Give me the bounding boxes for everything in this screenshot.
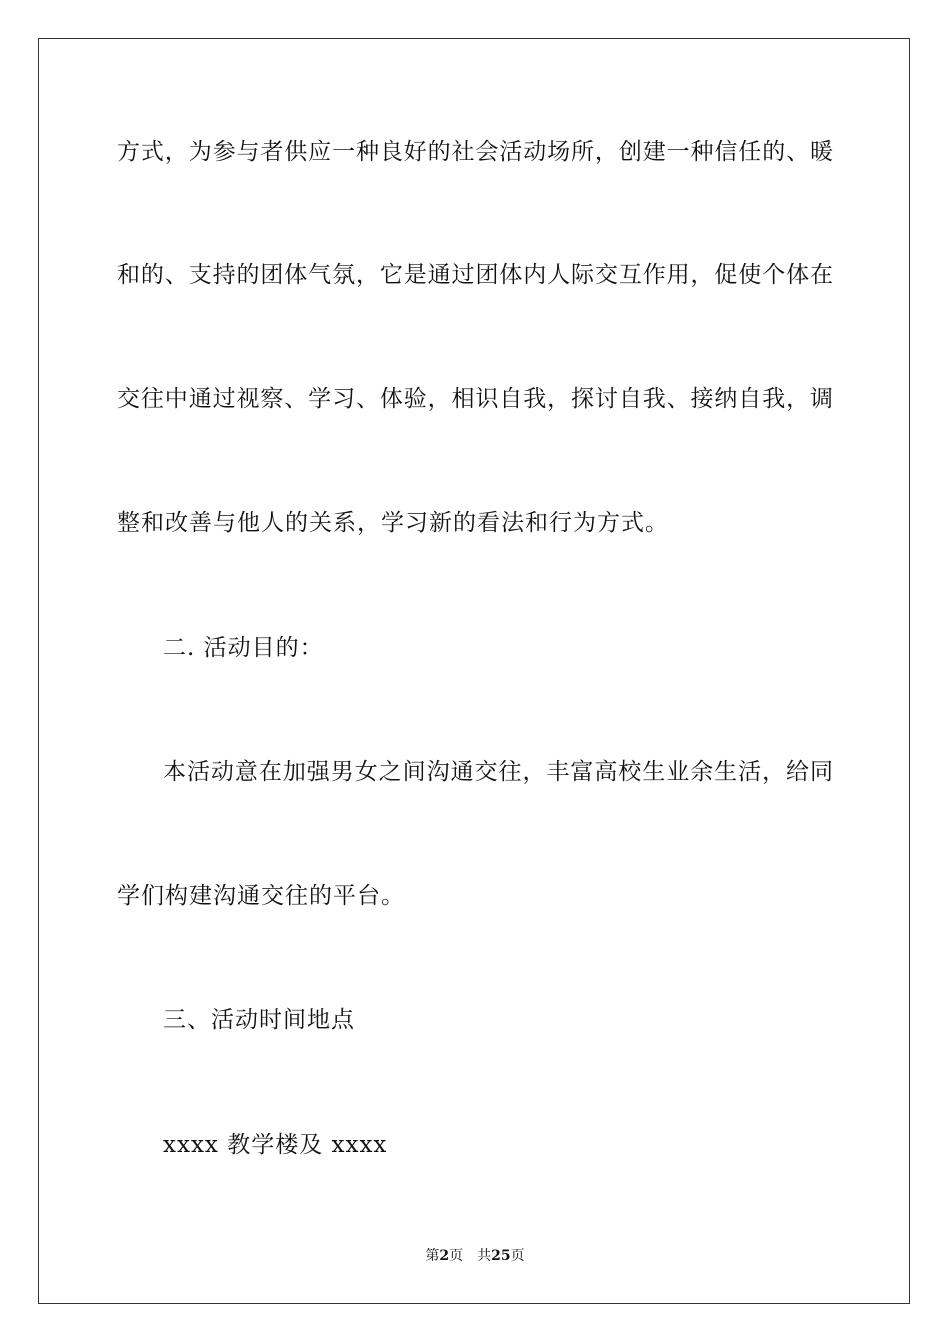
paragraph-2-line-2: 学们构建沟通交往的平台。 — [117, 883, 405, 909]
paragraph-1-line-3: 交往中通过视察、学习、体验，相识自我，探讨自我、接纳自我，调 — [117, 386, 833, 412]
paragraph-2-line-1: 本活动意在加强男女之间沟通交往，丰富高校生业余生活，给同 — [163, 759, 833, 785]
paragraph-3-line-1: xxxx 教学楼及 xxxx — [163, 1132, 388, 1158]
footer-page-suffix: 页 — [449, 1248, 464, 1264]
paragraph-1-line-4: 整和改善与他人的关系，学习新的看法和行为方式。 — [117, 510, 669, 536]
footer-total-prefix: 共 — [477, 1248, 492, 1264]
section-heading-time-place: 三、活动时间地点 — [163, 1007, 355, 1033]
page-footer — [0, 1246, 950, 1266]
footer-page-prefix: 第 — [425, 1248, 440, 1264]
page-border — [38, 38, 910, 1304]
footer-total-suffix: 页 — [510, 1248, 525, 1264]
paragraph-1-line-1: 方式，为参与者供应一种良好的社会活动场所，创建一种信任的、暖 — [117, 139, 833, 165]
paragraph-1-line-2: 和的、支持的团体气氛，它是通过团体内人际交互作用，促使个体在 — [117, 262, 833, 288]
section-heading-purpose: 二. 活动目的： — [163, 635, 324, 661]
footer-total-pages: 25 — [491, 1248, 511, 1264]
footer-page-number: 2 — [439, 1248, 450, 1264]
